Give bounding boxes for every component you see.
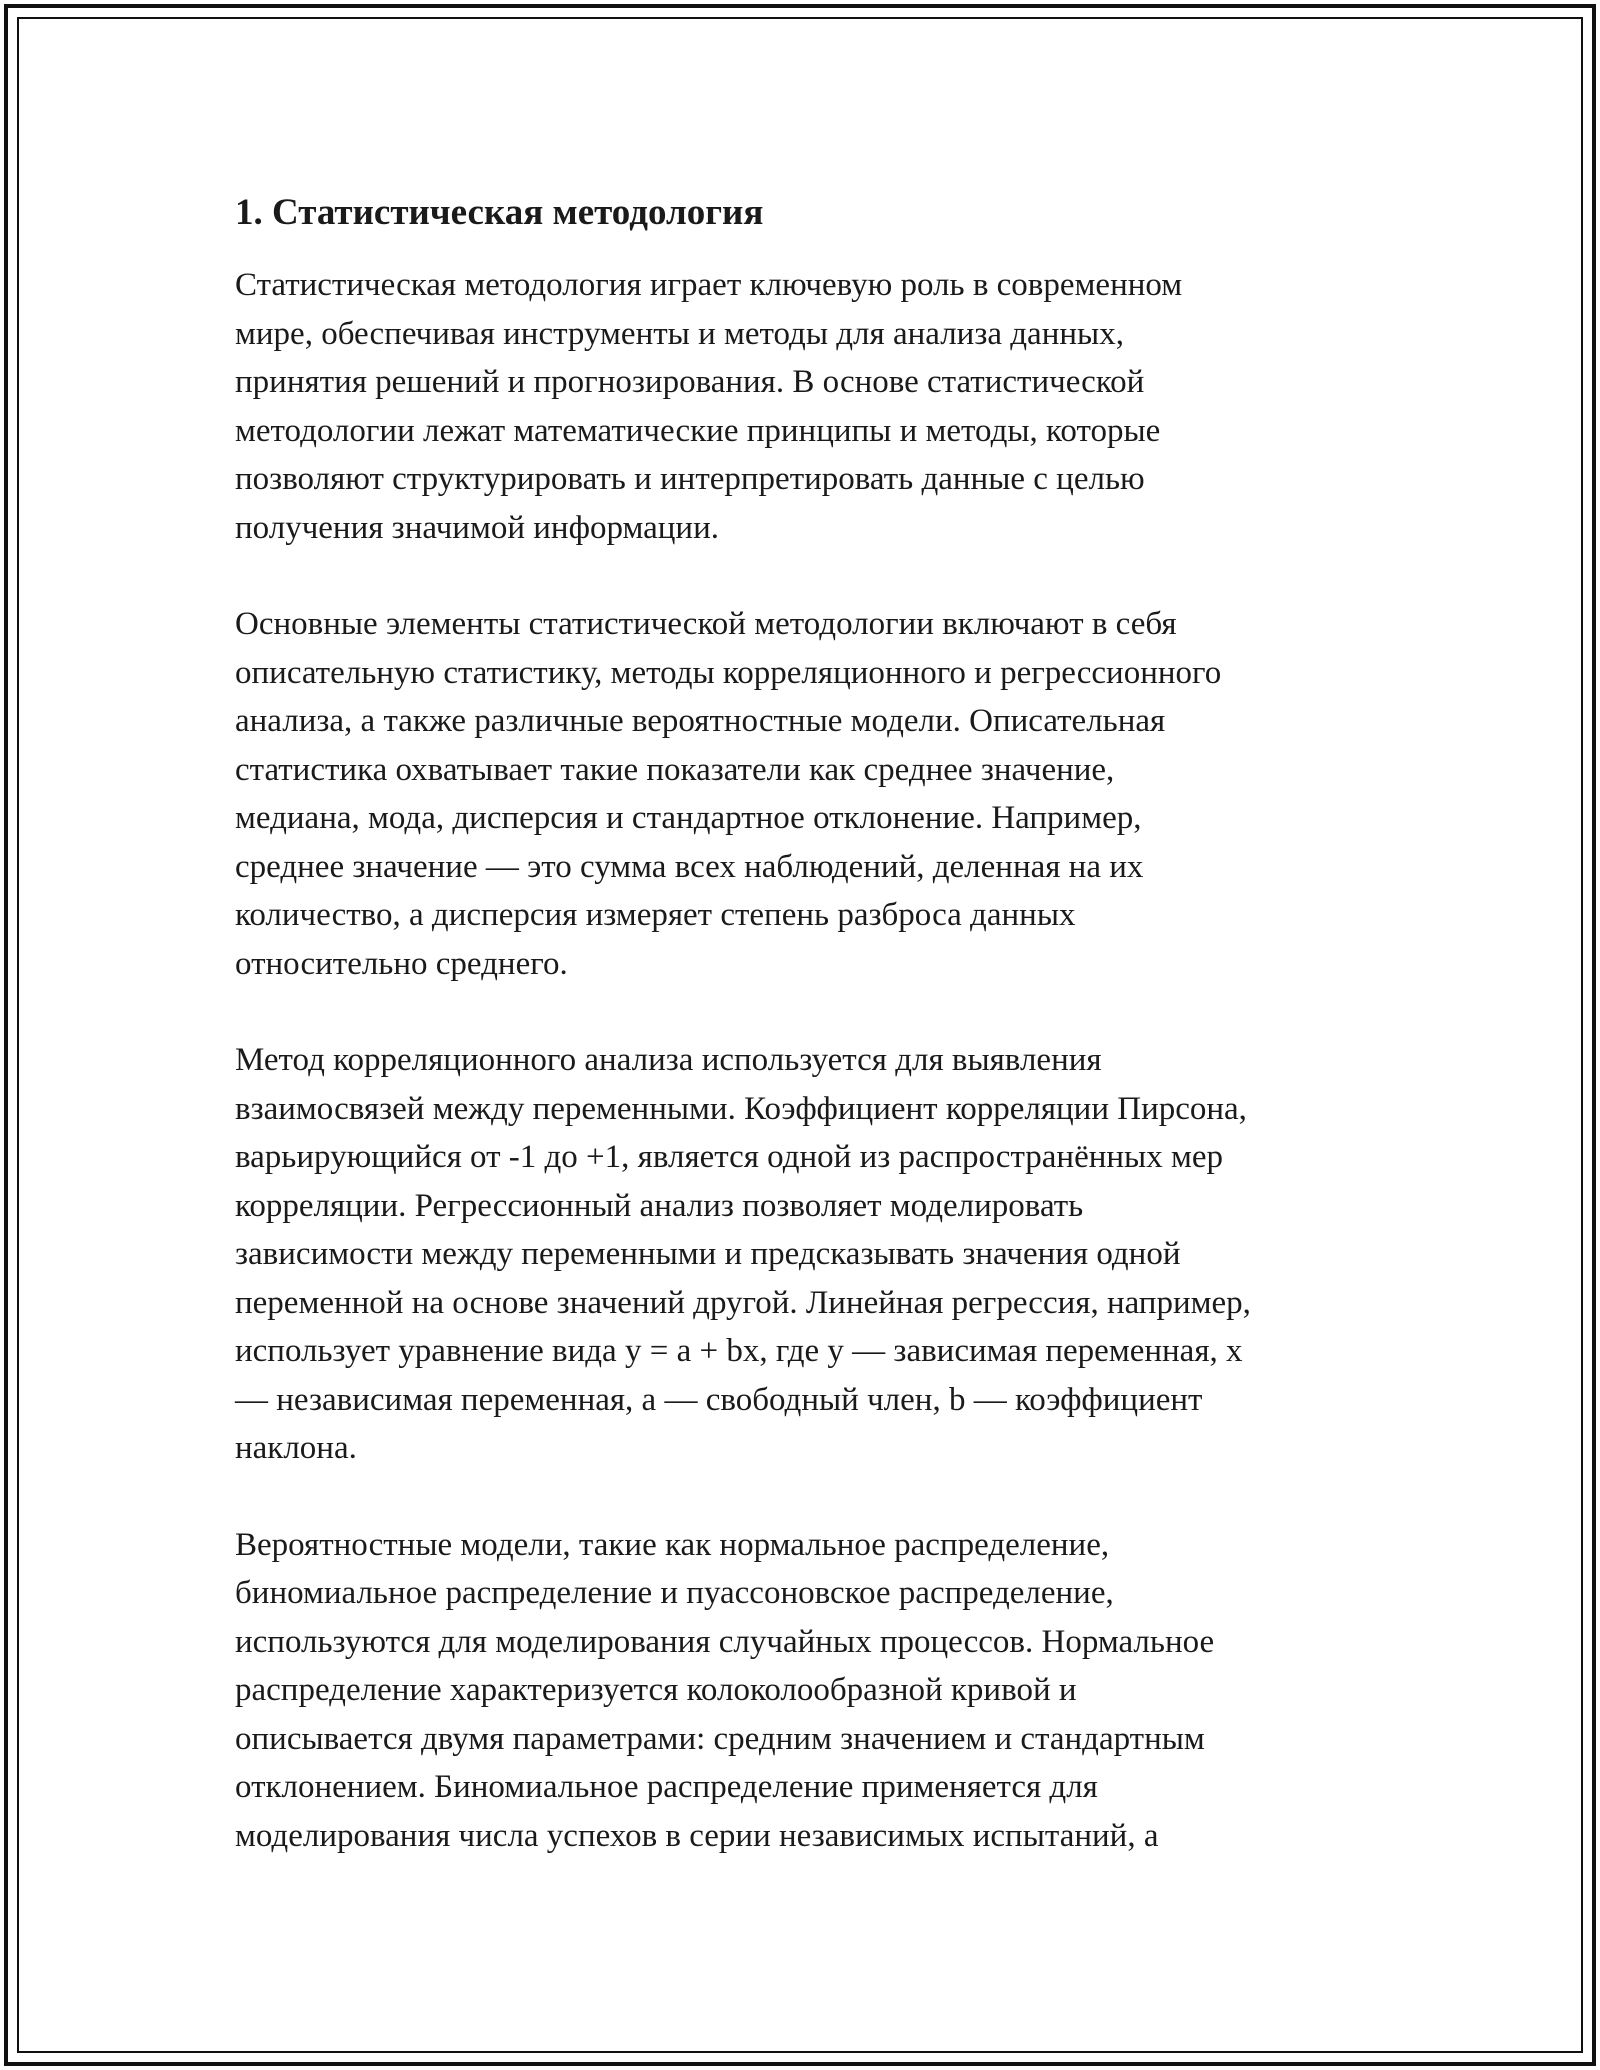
paragraph-correlation-regression: [235, 1036, 1385, 1473]
text-line: используются для моделирования случайных процессов. Нормальное: [235, 1623, 1215, 1660]
text-line: наклона.: [235, 1430, 357, 1466]
text-line: использует уравнение вида y = a + bx, где y — зависимая переменная, x: [235, 1333, 1243, 1369]
text-line: количество, а дисперсия измеряет степень разброса данных: [235, 897, 1076, 933]
document-body: [235, 185, 1385, 1908]
text-line: анализа, а также различные вероятностные модели. Описательная: [235, 703, 1166, 739]
text-line: зависимости между переменными и предсказывать значения одной: [235, 1236, 1181, 1272]
text-line: позволяют структурировать и интерпретировать данные с целью: [235, 461, 1145, 497]
text-line: медиана, мода, дисперсия и стандартное отклонение. Например,: [235, 800, 1142, 836]
text-line: Статистическая методология играет ключевую роль в современном: [235, 267, 1183, 303]
paragraph-descriptive-statistics: [235, 600, 1385, 988]
text-line: Вероятностные модели, такие как нормальное распределение,: [235, 1526, 1110, 1563]
text-line: распределение характеризуется колоколообразной кривой и: [235, 1672, 1077, 1708]
text-line: методологии лежат математические принципы и методы, которые: [235, 412, 1161, 449]
text-line: переменной на основе значений другой. Линейная регрессия, например,: [235, 1284, 1251, 1321]
text-line: Метод корреляционного анализа используется для выявления: [235, 1042, 1102, 1078]
text-line: описывается двумя параметрами: средним значением и стандартным: [235, 1720, 1205, 1757]
text-line: относительно среднего.: [235, 945, 568, 982]
text-line: — независимая переменная, a — свободный член, b — коэффициент: [235, 1381, 1203, 1418]
text-line: взаимосвязей между переменными. Коэффициент корреляции Пирсона,: [235, 1090, 1247, 1127]
text-line: отклонением. Биномиальное распределение применяется для: [235, 1769, 1098, 1805]
text-line: мире, обеспечивая инструменты и методы для анализа данных,: [235, 315, 1124, 352]
text-line: описательную статистику, методы корреляционного и регрессионного: [235, 654, 1222, 691]
paragraph-intro: [235, 261, 1385, 552]
text-line: принятия решений и прогнозирования. В основе статистической: [235, 364, 1145, 400]
text-line: варьирующийся от -1 до +1, является одной из распространённых мер: [235, 1139, 1224, 1175]
text-line: среднее значение — это сумма всех наблюдений, деленная на их: [235, 848, 1144, 885]
text-line: корреляции. Регрессионный анализ позволяет моделировать: [235, 1187, 1084, 1224]
text-line: статистика охватывает такие показатели как среднее значение,: [235, 751, 1115, 788]
section-heading: 1. Статистическая методология: [235, 192, 764, 233]
text-line: Основные элементы статистической методологии включают в себя: [235, 606, 1177, 642]
paragraph-probability-models: [235, 1521, 1385, 1861]
text-line: биномиальное распределение и пуассоновское распределение,: [235, 1575, 1114, 1611]
text-line: получения значимой информации.: [235, 509, 719, 546]
text-line: моделирования числа успехов в серии независимых испытаний, а: [235, 1817, 1159, 1854]
